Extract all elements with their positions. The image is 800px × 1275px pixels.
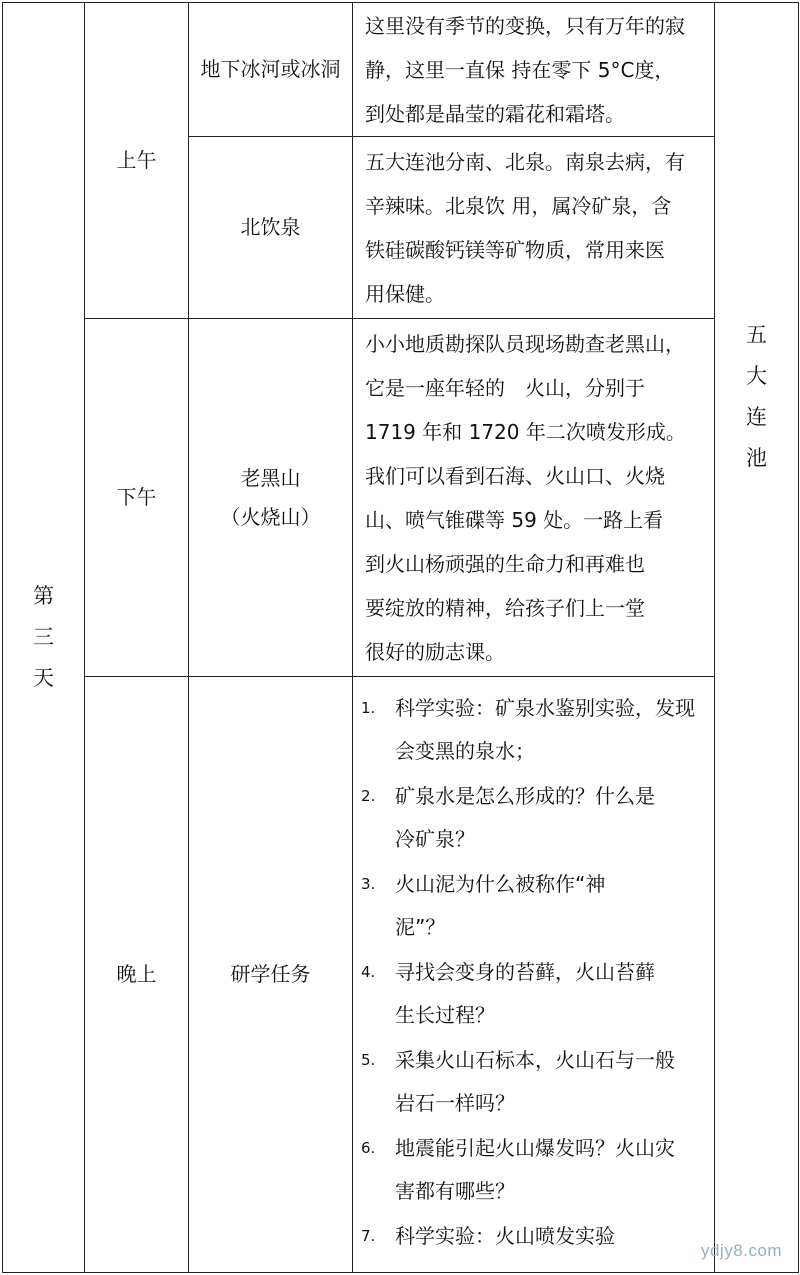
place-cell — [189, 319, 353, 677]
list-item-text: 采集火山石标本，火山石与一般 — [395, 1048, 675, 1072]
list-item-number: 5. — [361, 1051, 376, 1069]
list-item-number: 1. — [361, 699, 376, 717]
list-item-text: 岩石一样吗？ — [395, 1091, 515, 1115]
day-label — [3, 576, 84, 699]
list-item — [353, 1215, 714, 1258]
place-label: 北饮泉 — [240, 215, 301, 239]
location-label-char: 五 — [746, 323, 767, 347]
list-item-text: 矿泉水是怎么形成的？什么是 — [395, 784, 655, 808]
day-label-char: 三 — [33, 625, 54, 649]
list-item-text: 寻找会变身的苔藓，火山苔藓 — [395, 960, 655, 984]
list-item-text: 会变黑的泉水； — [395, 739, 535, 763]
description-line: 我们可以看到石海、火山口、火烧 — [365, 463, 665, 488]
description-line: 铁硅碳酸钙镁等矿物质，常用来医 — [365, 237, 665, 262]
list-item — [353, 951, 714, 1037]
list-item-number: 6. — [361, 1139, 376, 1157]
description-line: 辛辣味。北泉饮 用，属冷矿泉，含 — [365, 193, 672, 218]
time-cell-morning — [85, 3, 189, 319]
description-line: 要绽放的精神，给孩子们上一堂 — [365, 595, 645, 620]
description-line: 小小地质勘探队员现场勘查老黑山， — [365, 331, 685, 356]
time-label: 上午 — [116, 148, 157, 172]
time-label: 下午 — [116, 485, 157, 509]
place-label: 老黑山 — [240, 465, 301, 490]
list-item — [353, 1039, 714, 1125]
description-cell — [353, 137, 715, 319]
table-row — [3, 677, 799, 1273]
time-label: 晚上 — [116, 962, 157, 986]
table-row — [3, 3, 799, 137]
list-item-text: 冷矿泉？ — [395, 827, 475, 851]
time-cell-evening — [85, 677, 189, 1273]
place-label-sub: （火烧山） — [220, 504, 321, 529]
list-item-number: 2. — [361, 787, 376, 805]
description-line: 山、喷气锥碟等 59 处。一路上看 — [365, 507, 664, 532]
table-row — [3, 319, 799, 677]
list-item-number: 4. — [361, 963, 376, 981]
description-line: 到火山杨顽强的生命力和再难也 — [365, 551, 645, 576]
list-item — [353, 687, 714, 773]
description-cell — [353, 319, 715, 677]
day-label-char: 天 — [33, 666, 54, 690]
list-item-number: 3. — [361, 875, 376, 893]
description-line: 五大连池分南、北泉。南泉去病，有 — [365, 149, 685, 174]
list-item — [353, 775, 714, 861]
task-list — [353, 683, 714, 1266]
description-line: 1719 年和 1720 年二次喷发形成。 — [365, 419, 686, 444]
description-line: 用保健。 — [365, 281, 445, 306]
description-line: 静，这里一直保 持在零下 5°C度， — [365, 57, 675, 82]
list-item-text: 科学实验：矿泉水鉴别实验，发现 — [395, 696, 695, 720]
list-item-text: 生长过程？ — [395, 1003, 495, 1027]
list-item-text: 地震能引起火山爆发吗？火山灾 — [395, 1136, 675, 1160]
description-line: 这里没有季节的变换，只有万年的寂 — [365, 13, 685, 38]
list-item-number: 7. — [361, 1227, 376, 1245]
description-line: 到处都是晶莹的霜花和霜塔。 — [365, 101, 625, 126]
day-label-char: 第 — [33, 584, 54, 608]
task-list-cell — [353, 677, 715, 1273]
time-cell-afternoon — [85, 319, 189, 677]
place-label: 地下冰河或冰洞 — [200, 57, 341, 81]
description-line: 它是一座年轻的 火山，分别于 — [365, 375, 645, 400]
list-item-text: 泥”？ — [395, 915, 446, 939]
location-cell — [715, 3, 799, 1273]
place-cell — [189, 3, 353, 137]
description-line: 很好的励志课。 — [365, 639, 505, 664]
location-label — [715, 315, 798, 479]
place-label: 研学任务 — [230, 962, 311, 986]
list-item — [353, 863, 714, 949]
day-cell — [3, 3, 85, 1273]
list-item — [353, 1127, 714, 1213]
list-item-text: 科学实验：火山喷发实验 — [395, 1224, 615, 1248]
itinerary-table — [2, 2, 799, 1273]
watermark: ydjy8.com — [700, 1241, 782, 1260]
place-cell — [189, 677, 353, 1273]
list-item-text: 火山泥为什么被称作“神 — [395, 872, 606, 896]
list-item-text: 害都有哪些？ — [395, 1179, 515, 1203]
location-label-char: 大 — [746, 364, 767, 388]
place-cell — [189, 137, 353, 319]
description-cell — [353, 3, 715, 137]
location-label-char: 池 — [746, 446, 767, 470]
location-label-char: 连 — [746, 405, 767, 429]
